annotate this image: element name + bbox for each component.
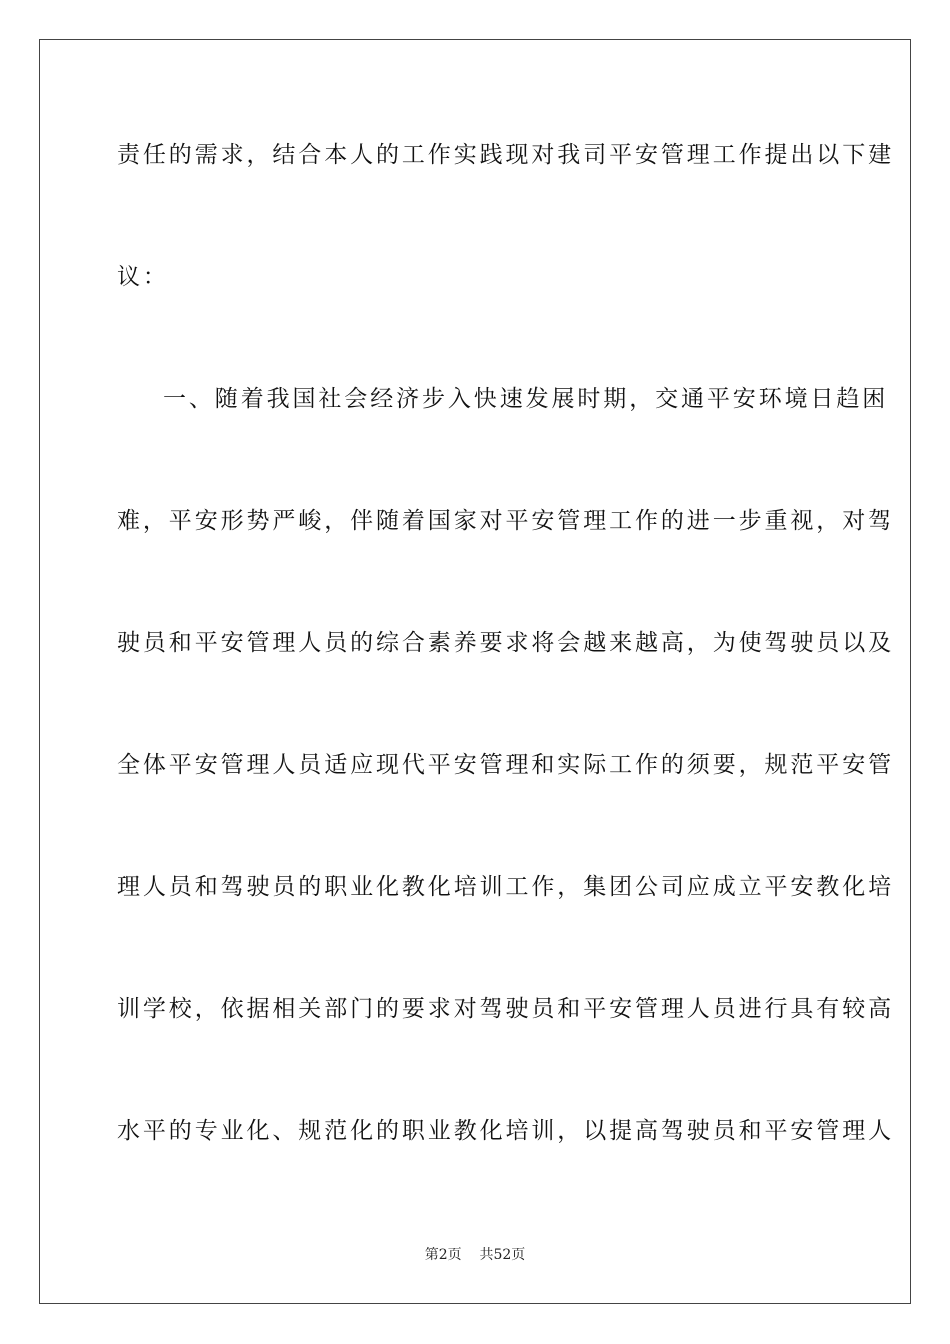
page-number: 第2页 — [424, 1247, 462, 1263]
page-footer — [0, 1246, 950, 1264]
paragraph-line: 全体平安管理人员适应现代平安管理和实际工作的须要，规范平安管 — [117, 752, 894, 778]
paragraph-line: 驶员和平安管理人员的综合素养要求将会越来越高，为使驾驶员以及 — [117, 630, 894, 656]
paragraph-line: 责任的需求，结合本人的工作实践现对我司平安管理工作提出以下建 — [117, 142, 894, 168]
page-total: 共52页 — [479, 1247, 526, 1263]
paragraph-line: 水平的专业化、规范化的职业教化培训，以提高驾驶员和平安管理人 — [117, 1118, 894, 1144]
paragraph-line: 训学校，依据相关部门的要求对驾驶员和平安管理人员进行具有较高 — [117, 996, 894, 1022]
paragraph-line: 理人员和驾驶员的职业化教化培训工作，集团公司应成立平安教化培 — [117, 874, 894, 900]
paragraph-line: 难，平安形势严峻，伴随着国家对平安管理工作的进一步重视，对驾 — [117, 508, 894, 534]
page-border — [39, 39, 911, 1304]
paragraph-line: 议： — [117, 264, 169, 290]
paragraph-line-indented: 一、随着我国社会经济步入快速发展时期，交通平安环境日趋困 — [163, 386, 889, 412]
